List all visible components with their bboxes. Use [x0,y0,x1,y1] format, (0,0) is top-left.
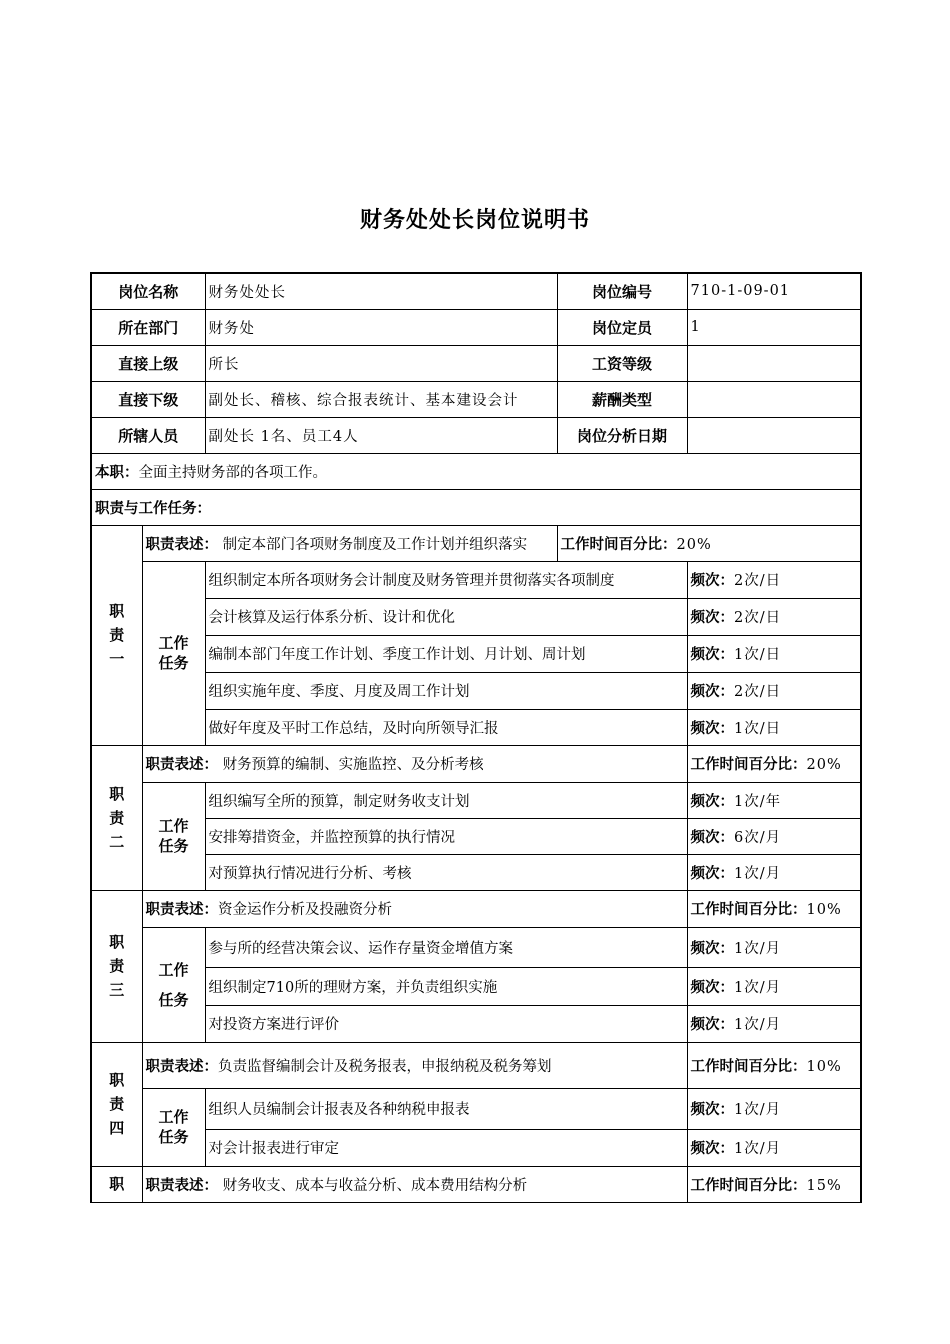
field-value: 710-1-09-01 [687,273,861,309]
basic-row [91,309,861,345]
duty-desc-label: 职责表述： [145,536,218,553]
freq-value: 1次/月 [734,979,782,996]
job-description-table [90,272,862,1203]
duty-desc-row [91,890,861,927]
task-row [91,1088,861,1129]
duty-name [91,1042,142,1166]
pct-value: 20% [806,757,842,773]
task-freq-cell [687,1129,861,1166]
duty-pct-cell [687,1042,861,1088]
field-label: 直接上级 [91,345,205,381]
task-freq-cell [687,854,861,890]
duty-desc-label: 职责表述： [145,1058,218,1075]
duty-name [91,525,142,745]
field-value: 财务处 [205,309,557,345]
field-label: 直接下级 [91,381,205,417]
duty-name [91,890,142,1042]
benzhi-label: 本职： [95,464,139,481]
basic-row [91,273,861,309]
task-text: 对投资方案进行评价 [205,1005,687,1042]
freq-value: 1次/月 [734,1102,782,1118]
task-label [142,927,205,1042]
task-row [91,1005,861,1042]
task-text: 组织人员编制会计报表及各种纳税申报表 [205,1088,687,1129]
task-freq-cell [687,635,861,672]
pct-label: 工作时间百分比： [690,757,807,773]
duty-desc: 财务预算的编制、实施监控、及分析考核 [218,757,484,773]
duty-desc-cell [142,525,557,561]
freq-label: 频次： [690,1141,735,1157]
task-freq-cell [687,709,861,745]
task-label [142,782,205,890]
basic-row [91,417,861,453]
duty-name-text: 职责三 [109,933,125,999]
duty-desc-cell [142,890,687,927]
task-text: 参与所的经营决策会议、运作存量资金增值方案 [205,927,687,967]
field-value: 财务处处长 [205,273,557,309]
duty-desc-cell [142,745,687,782]
task-row [91,967,861,1005]
task-label-text: 工作任务 [158,960,189,1009]
duty-name: 职 [91,1166,142,1202]
pct-label: 工作时间百分比： [690,902,807,918]
basic-row [91,345,861,381]
field-label: 所在部门 [91,309,205,345]
task-freq-cell [687,927,861,967]
field-label: 岗位编号 [557,273,687,309]
duty-desc-cell [142,1042,687,1088]
task-row [91,818,861,854]
freq-label: 频次： [690,647,735,663]
task-freq-cell [687,967,861,1005]
task-row [91,854,861,890]
task-freq-cell [687,1088,861,1129]
field-value [687,345,861,381]
field-label: 工资等级 [557,345,687,381]
task-label-text: 工作任务 [158,817,189,855]
basic-row [91,381,861,417]
freq-label: 频次： [690,1102,735,1118]
task-text: 组织编写全所的预算，制定财务收支计划 [205,782,687,818]
task-text: 对会计报表进行审定 [205,1129,687,1166]
duty-name-text: 职责四 [109,1071,125,1137]
task-freq-cell [687,598,861,635]
field-label: 岗位定员 [557,309,687,345]
duty-desc-row [91,525,861,561]
duty-desc: 制定本部门各项财务制度及工作计划并组织落实 [218,536,528,553]
task-row [91,782,861,818]
task-text: 做好年度及平时工作总结，及时向所领导汇报 [205,709,687,745]
duty-desc-label: 职责表述： [145,757,218,773]
field-value: 副处长、稽核、综合报表统计、基本建设会计 [205,381,557,417]
task-row [91,598,861,635]
field-label: 所辖人员 [91,417,205,453]
task-row [91,561,861,598]
task-freq-cell [687,1005,861,1042]
task-row [91,927,861,967]
freq-value: 1次/日 [734,647,782,663]
duty-desc-row [91,745,861,782]
task-text: 对预算执行情况进行分析、考核 [205,854,687,890]
task-label-text: 工作任务 [158,634,189,672]
freq-value: 1次/年 [734,793,782,810]
duty-desc-row [91,1166,861,1202]
pct-value: 15% [806,1177,842,1194]
pct-value: 10% [806,902,842,918]
field-label: 薪酬类型 [557,381,687,417]
freq-label: 频次： [690,865,735,882]
duty-desc-row [91,1042,861,1088]
duty-pct-cell [687,745,861,782]
freq-value: 1次/月 [734,940,782,957]
task-freq-cell [687,818,861,854]
task-freq-cell [687,672,861,709]
page-title: 财务处处长岗位说明书 [359,208,590,233]
freq-value: 1次/月 [734,865,782,882]
freq-label: 频次： [690,610,735,626]
freq-value: 2次/日 [734,610,782,626]
task-freq-cell [687,561,861,598]
duty-pct-cell [687,1166,861,1202]
field-value [687,381,861,417]
freq-label: 频次： [690,979,735,996]
duty-desc-cell [142,1166,687,1202]
freq-label: 频次： [690,829,735,846]
field-label: 岗位分析日期 [557,417,687,453]
freq-label: 频次： [690,573,735,589]
pct-label: 工作时间百分比： [560,536,677,553]
field-label: 岗位名称 [91,273,205,309]
freq-value: 1次/日 [734,720,782,737]
task-label-text: 工作任务 [158,1108,189,1146]
freq-value: 2次/日 [734,684,782,700]
benzhi-cell [91,453,861,489]
duties-header-row [91,489,861,525]
task-row [91,709,861,745]
task-row [91,635,861,672]
duty-pct-cell [557,525,861,561]
freq-label: 频次： [690,793,735,810]
freq-label: 频次： [690,940,735,957]
pct-value: 20% [676,536,712,553]
task-text: 安排筹措资金，并监控预算的执行情况 [205,818,687,854]
freq-value: 1次/月 [734,1141,782,1157]
freq-value: 1次/月 [734,1017,782,1033]
benzhi-text: 全面主持财务部的各项工作。 [138,464,327,481]
task-text: 组织实施年度、季度、月度及周工作计划 [205,672,687,709]
task-freq-cell [687,782,861,818]
task-label [142,561,205,745]
field-value: 副处长 1名、员工4人 [205,417,557,453]
benzhi-row [91,453,861,489]
duty-desc: 资金运作分析及投融资分析 [218,902,392,918]
duty-pct-cell [687,890,861,927]
duty-desc: 负责监督编制会计及税务报表，申报纳税及税务筹划 [218,1058,552,1075]
pct-label: 工作时间百分比： [690,1058,807,1075]
duty-name-text: 职责二 [109,784,125,851]
freq-value: 6次/月 [734,829,782,846]
freq-label: 频次： [690,1017,735,1033]
task-text: 编制本部门年度工作计划、季度工作计划、月计划、周计划 [205,635,687,672]
pct-value: 10% [806,1058,842,1075]
field-value: 1 [687,309,861,345]
freq-value: 2次/日 [734,573,782,589]
field-value: 所长 [205,345,557,381]
field-value [687,417,861,453]
task-row [91,1129,861,1166]
duty-name [91,745,142,890]
task-label [142,1088,205,1166]
pct-label: 工作时间百分比： [690,1177,807,1194]
duties-header: 职责与工作任务： [91,489,861,525]
duty-name-text: 职责一 [109,602,125,668]
task-text: 组织制定本所各项财务会计制度及财务管理并贯彻落实各项制度 [205,561,687,598]
freq-label: 频次： [690,720,735,737]
duty-desc-label: 职责表述： [145,1177,218,1194]
freq-label: 频次： [690,684,735,700]
task-text: 会计核算及运行体系分析、设计和优化 [205,598,687,635]
duty-desc-label: 职责表述： [145,902,218,918]
duty-desc: 财务收支、成本与收益分析、成本费用结构分析 [218,1177,528,1194]
task-row [91,672,861,709]
task-text: 组织制定710所的理财方案，并负责组织实施 [205,967,687,1005]
